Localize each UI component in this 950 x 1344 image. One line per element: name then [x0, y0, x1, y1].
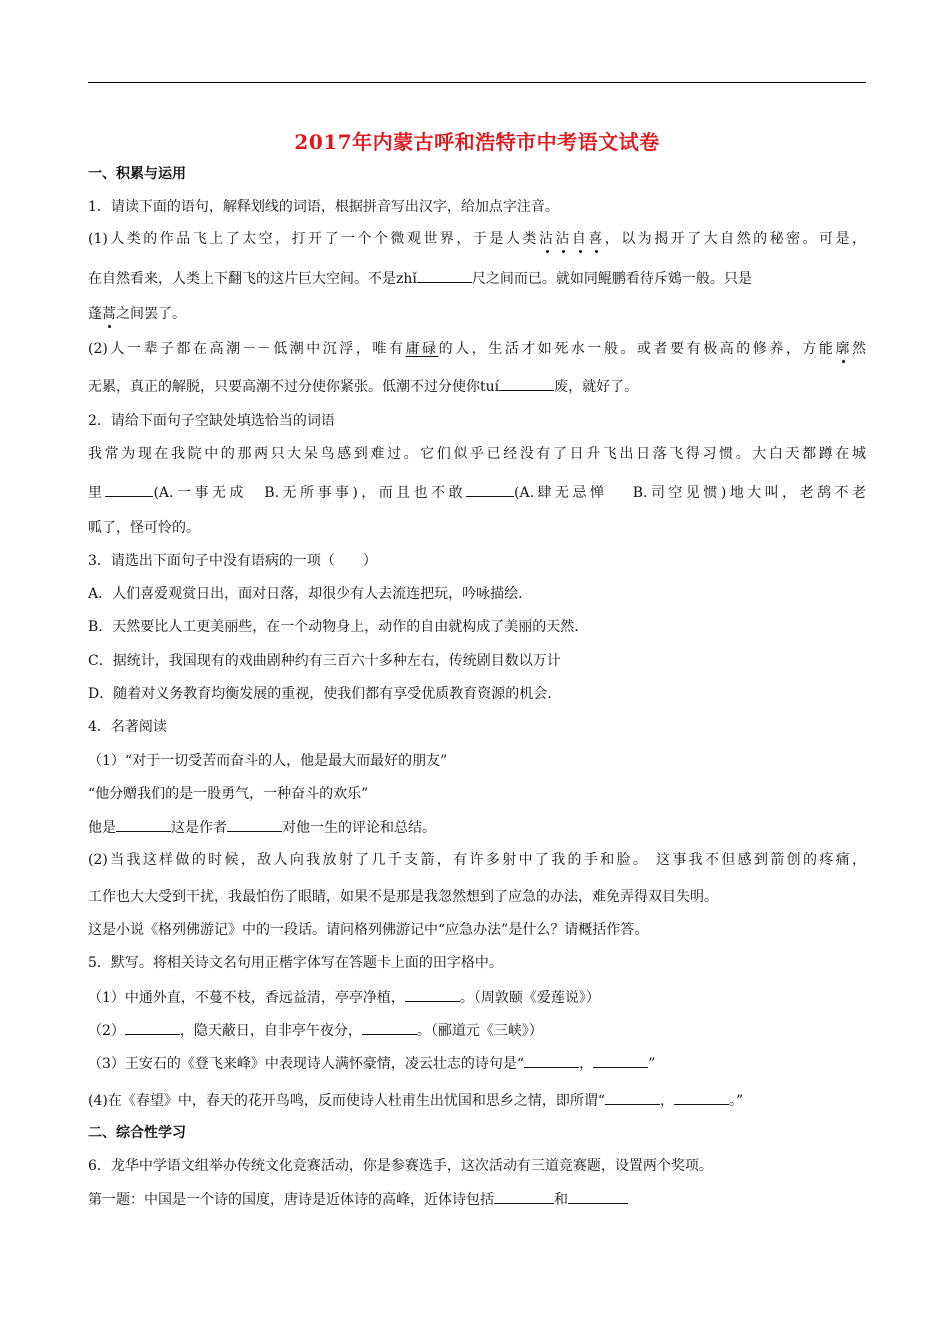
section-heading: 一、积累与运用 — [88, 166, 186, 182]
question-6-line-1: 第一题：中国是一个诗的国度，唐诗是近体诗的高峰，近体诗包括 和 — [88, 1189, 628, 1210]
question-2-line-1: 我常为现在我院中的那两只大呆鸟感到难过。它们似乎已经没有了日升飞出日落飞得习惯。大白天都蹲在城 — [88, 446, 866, 462]
question-4-line-2: “他分赠我们的是一股勇气，一种奋斗的欢乐” — [88, 786, 369, 802]
question-3-option-b: B．天然要比人工更美丽些，在一个动物身上，动作的自由就构成了美丽的天然. — [88, 619, 579, 635]
question-6-stem: 6．龙华中学语文组举办传统文化竞赛活动，你是参赛选手，这次活动有三道竞赛题，设置两个奖项。 — [88, 1158, 713, 1174]
answer-blank[interactable] — [605, 1090, 660, 1105]
question-4-line-6: 这是小说《格列佛游记》中的一段话。请问格列佛游记中“应急办法”是什么？请概括作答。 — [88, 922, 649, 938]
answer-blank[interactable] — [499, 376, 554, 391]
question-1-part-2-line-1: (2)人一辈子都在高潮－－低潮中沉浮，唯有庸碌的人，生活才如死水一般。或者要有极高的修养，方能廓然 — [88, 341, 867, 357]
answer-blank[interactable] — [494, 1189, 554, 1204]
question-1-stem: 1．请读下面的语句，解释划线的词语，根据拼音写出汉字，给加点字注音。 — [88, 199, 559, 215]
answer-blank[interactable] — [125, 1020, 180, 1035]
answer-blank[interactable] — [116, 817, 171, 832]
question-5-line-3: （3）王安石的《登飞来峰》中表现诗人满怀豪情，凌云壮志的诗句是“ ， ” — [88, 1053, 655, 1074]
question-4-line-4: (2)当我这样做的时候，敌人向我放射了几千支箭，有许多射中了我的手和脸。 这事我不但感到箭创的疼痛， — [88, 852, 866, 868]
section-heading: 二、综合性学习 — [88, 1125, 186, 1141]
question-5-stem: 5．默写。将相关诗文名句用正楷字体写在答题卡上面的田字格中。 — [88, 955, 503, 971]
answer-blank[interactable] — [674, 1090, 729, 1105]
question-3-option-a: A．人们喜爱观赏日出，面对日落，却很少有人去流连把玩，吟咏描绘. — [88, 586, 523, 602]
header-rule — [88, 82, 866, 83]
answer-blank[interactable] — [593, 1053, 648, 1068]
question-2-line-3: 呱了，怪可怜的。 — [88, 520, 200, 536]
answer-blank[interactable] — [524, 1053, 579, 1068]
question-1-part-1-line-3: 蓬蒿之间罢了。 — [88, 306, 186, 322]
question-4-stem: 4．名著阅读 — [88, 719, 167, 735]
question-5-line-4: (4)在《春望》中，春天的花开鸟鸣，反而使诗人杜甫生出忧国和思乡之情，即所谓“ ， 。” — [88, 1090, 743, 1111]
answer-blank[interactable] — [105, 482, 153, 497]
question-5-line-1: （1）中通外直，不蔓不枝，香远益清，亭亭净植， 。（周敦颐《爱莲说》） — [88, 987, 600, 1008]
question-1-part-2-line-2: 无累，真正的解脱，只要高潮不过分使你紧张。低潮不过分使你tuí 废，就好了。 — [88, 376, 638, 397]
answer-blank[interactable] — [466, 482, 514, 497]
question-4-line-1: （1）“对于一切受苦而奋斗的人，他是最大而最好的朋友” — [88, 753, 448, 769]
answer-blank[interactable] — [227, 817, 282, 832]
answer-blank[interactable] — [417, 268, 472, 283]
question-3-stem: 3．请选出下面句子中没有语病的一项（ ） — [88, 553, 377, 569]
answer-blank[interactable] — [362, 1020, 417, 1035]
question-2-line-2: 里 (A.一事无成 B.无所事事)，而且也不敢 (A.肆无忌惮 B.司空见惯)地大叫，老鸹不老 — [88, 482, 866, 503]
question-4-line-3: 他是 这是作者 对他一生的评论和总结。 — [88, 817, 436, 838]
question-2-stem: 2．请给下面句子空缺处填选恰当的词语 — [88, 413, 335, 429]
answer-blank[interactable] — [568, 1189, 628, 1204]
question-3-option-c: C．据统计，我国现有的戏曲剧种约有三百六十多种左右，传统剧目数以万计 — [88, 653, 561, 669]
question-3-option-d: D．随着对义务教育均衡发展的重视，使我们都有享受优质教育资源的机会. — [88, 686, 552, 702]
page-title: 2017年内蒙古呼和浩特市中考语文试卷 — [294, 130, 660, 154]
question-1-part-1-line-1: (1)人类的作品飞上了太空，打开了一个个微观世界，于是人类沾沾自喜，以为揭开了大自然的秘密。可是， — [88, 231, 867, 247]
question-4-line-5: 工作也大大受到干扰，我最怕伤了眼睛，如果不是那是我忽然想到了应急的办法，难免弄得双目失明。 — [88, 889, 718, 905]
question-1-part-1-line-2: 在自然看来，人类上下翻飞的这片巨大空间。不是zhǐ 尺之间而已。就如同鲲鹏看待斥鴳一般。只是 — [88, 268, 752, 289]
question-5-line-2: （2） ，隐天蔽日，自非亭午夜分， 。（郦道元《三峡》） — [88, 1020, 543, 1041]
answer-blank[interactable] — [405, 987, 460, 1002]
